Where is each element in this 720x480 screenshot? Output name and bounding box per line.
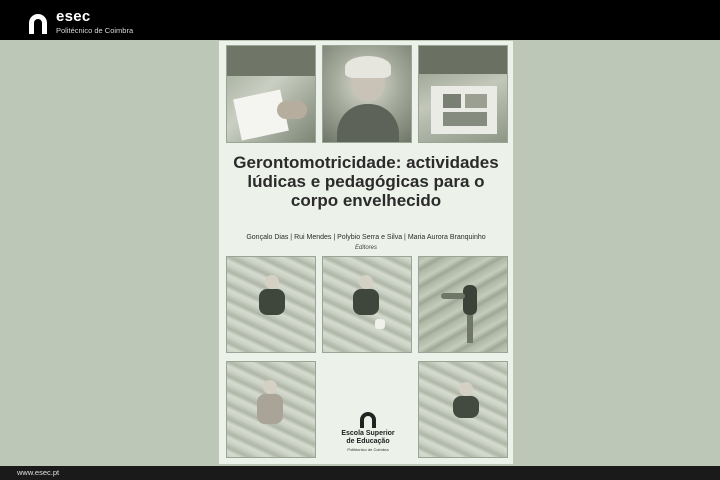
book-editors-label: Editores — [354, 245, 377, 251]
cover-photo-pool-1 — [226, 256, 316, 353]
brand-subtitle: Politécnico de Coimbra — [56, 26, 134, 35]
site-link[interactable]: www.esec.pt — [17, 468, 60, 477]
school-name — [323, 430, 413, 446]
cover-photo-hands-paper — [226, 45, 316, 143]
school-name-line2: de Educação — [346, 438, 390, 445]
book-authors: Gonçalo Dias | Rui Mendes | Polybio Serra e Silva | Maria Aurora Branquinho — [246, 234, 486, 241]
school-name-line1: Escola Superior — [341, 430, 395, 437]
esec-logo-icon[interactable] — [27, 12, 49, 34]
cover-photo-pool-4 — [226, 361, 316, 458]
cover-photo-pool-3 — [418, 256, 508, 353]
school-subtitle: Politécnico de Coimbra — [347, 447, 389, 452]
book-title: Gerontomotricidade: actividades lúdicas e pedagógicas para o corpo envelhecido — [233, 153, 499, 210]
book-cover — [219, 41, 513, 464]
cover-photo-pool-5 — [418, 361, 508, 458]
top-bar — [0, 0, 720, 40]
cover-photo-puzzle — [418, 45, 508, 143]
brand-name[interactable]: esec — [56, 8, 91, 25]
cover-photo-pool-2 — [322, 256, 412, 353]
school-logo-icon — [359, 412, 377, 428]
bottom-bar — [0, 466, 720, 480]
cover-photo-woman — [322, 45, 412, 143]
